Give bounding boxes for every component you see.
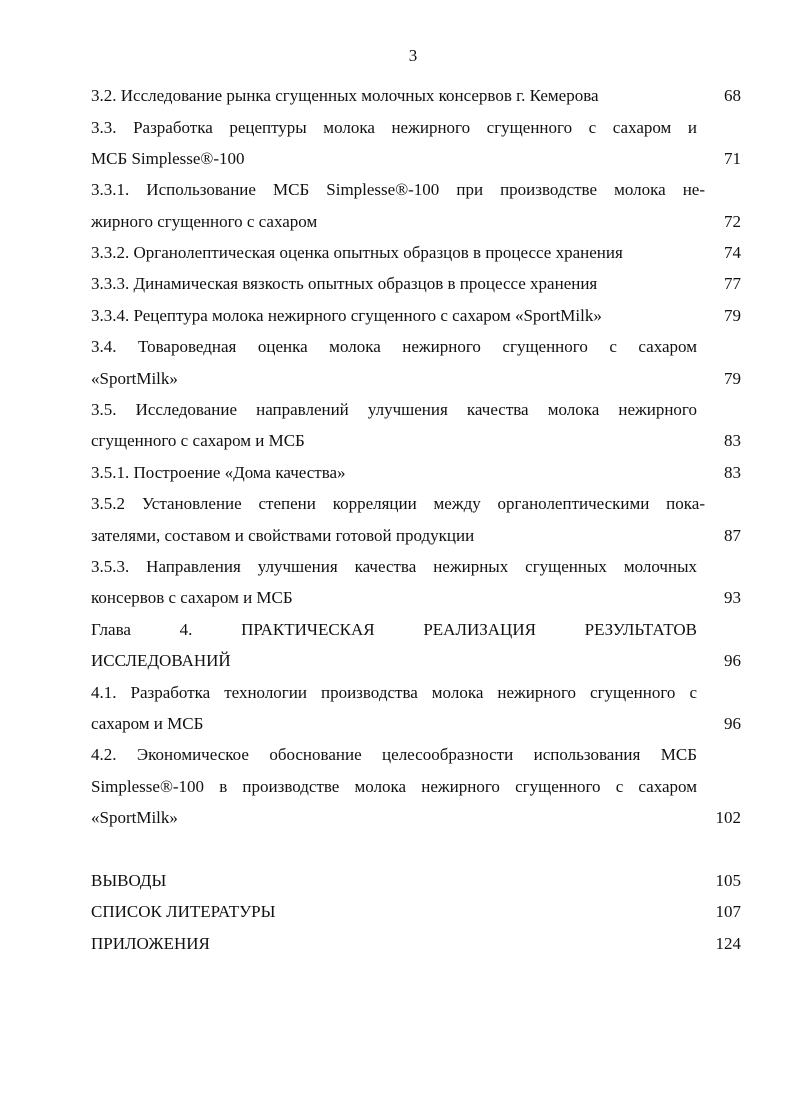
toc-entry-text: сгущенного с сахаром и МСБ [91,431,305,451]
toc-entry [91,865,741,896]
toc-entry-text: МСБ Simplesse®-100 [91,148,245,168]
toc-page-number: 102 [715,808,741,828]
toc-entry-line [91,896,741,927]
toc-entry-text: СПИСОК ЛИТЕРАТУРЫ [91,902,276,922]
toc-entry-line [91,928,741,959]
toc-page-number: 83 [724,462,741,482]
toc-page-number: 79 [724,305,741,325]
toc-entry [91,268,741,299]
toc-entry-text: 3.5. Исследование направлений улучшения качества молока нежирного [91,400,697,419]
toc-entry-line [91,80,741,111]
toc-page-number: 105 [715,870,741,890]
toc-entry-line [91,143,741,174]
toc-entry-line [91,237,741,268]
toc-entry-text: 3.5.3. Направления улучшения качества нежирных сгущенных молочных [91,557,697,576]
toc-entry-line [91,771,697,802]
toc-entry-text: Simplesse®-100 в производстве молока нежирного сгущенного с сахаром [91,776,697,796]
toc-entry [91,300,741,331]
toc-entry [91,739,741,833]
toc-entry-text: зателями, составом и свойствами готовой продукции [91,525,475,545]
toc-page-number: 68 [724,86,741,105]
page-number: 3 [408,46,418,65]
toc-entry-line [91,300,741,331]
toc-page-number: 77 [724,274,741,294]
toc-entry [91,677,741,740]
toc-entry-text: «SportMilk» [91,808,178,828]
toc-entry-line [91,739,697,770]
toc-page-number: 83 [724,431,741,451]
toc-page-number: 96 [724,651,741,671]
toc-entry [91,488,741,551]
toc-page-number: 87 [724,525,741,545]
toc-entry [91,551,741,614]
toc-entry-line [91,331,697,362]
toc-entry-line [91,488,705,519]
toc-page-number: 124 [715,933,741,953]
toc-entry-text: 3.2. Исследование рынка сгущенных молочных консервов г. Кемерова [91,86,599,105]
toc-entry-text: жирного сгущенного с сахаром [91,211,318,231]
toc-entry-line [91,614,697,645]
toc-entry-text: 3.5.1. Построение «Дома качества» [91,462,346,482]
toc-entry-line [91,708,741,739]
toc-entry [91,394,741,457]
toc-page-number: 74 [724,243,741,262]
toc-entry-text: 3.3.2. Органолептическая оценка опытных образцов в процессе хранения [91,243,623,262]
toc-entry-line [91,112,697,143]
toc-entry-text: ВЫВОДЫ [91,870,167,890]
toc-entry-line [91,457,741,488]
toc-entry [91,174,741,237]
toc-page-number: 71 [724,148,741,168]
toc-entry [91,80,741,111]
toc-entry-text: 3.3.4. Рецептура молока нежирного сгущенного с сахаром «SportMilk» [91,305,602,325]
toc-entry-line [91,425,741,456]
toc-entry-text: 4.1. Разработка технологии производства молока нежирного сгущенного с [91,682,697,702]
toc-entry [91,112,741,175]
toc-page-number: 107 [715,902,741,922]
toc-entry [91,457,741,488]
toc-entry [91,614,741,677]
toc-entry-line [91,363,741,394]
toc-page-number: 72 [724,211,741,231]
toc-entry-line [91,551,697,582]
toc-entry-text: Глава 4. ПРАКТИЧЕСКАЯ РЕАЛИЗАЦИЯ РЕЗУЛЬТАТОВ [91,619,697,639]
toc-entry-line [91,677,697,708]
toc-entry-text: «SportMilk» [91,368,178,388]
toc-entry-text: ПРИЛОЖЕНИЯ [91,933,210,953]
toc-page-number: 96 [724,713,741,733]
toc-entry-line [91,206,741,237]
toc-entry-text: 3.4. Товароведная оценка молока нежирного сгущенного с сахаром [91,337,697,357]
toc-entry-line [91,865,741,896]
toc-page-number: 79 [724,368,741,388]
toc-entry-line [91,174,705,205]
toc-entry-text: 4.2. Экономическое обоснование целесообразности использования МСБ [91,745,697,765]
toc-entry-text: 3.3. Разработка рецептуры молока нежирного сгущенного с сахаром и [91,117,697,137]
toc-entry-text: сахаром и МСБ [91,713,204,733]
toc-entry [91,237,741,268]
toc-entry-text: 3.3.3. Динамическая вязкость опытных образцов в процессе хранения [91,274,598,294]
toc-entry-line [91,645,741,676]
toc-entry-text: 3.3.1. Использование МСБ Simplesse®-100 при производстве молока не- [91,180,705,200]
toc-entry-text: ИССЛЕДОВАНИЙ [91,651,231,671]
toc-page-number: 93 [724,588,741,608]
toc-entry [91,896,741,927]
toc-entry-line [91,394,697,425]
toc-entry [91,928,741,959]
toc-entry-text: 3.5.2 Установление степени корреляции между органолептическими пока- [91,494,705,514]
toc-entry-line [91,268,741,299]
toc-entry-line [91,582,741,613]
toc-entry-line [91,802,741,833]
toc-entry [91,331,741,394]
toc-entry-text: консервов с сахаром и МСБ [91,588,293,608]
toc-entry-line [91,520,741,551]
